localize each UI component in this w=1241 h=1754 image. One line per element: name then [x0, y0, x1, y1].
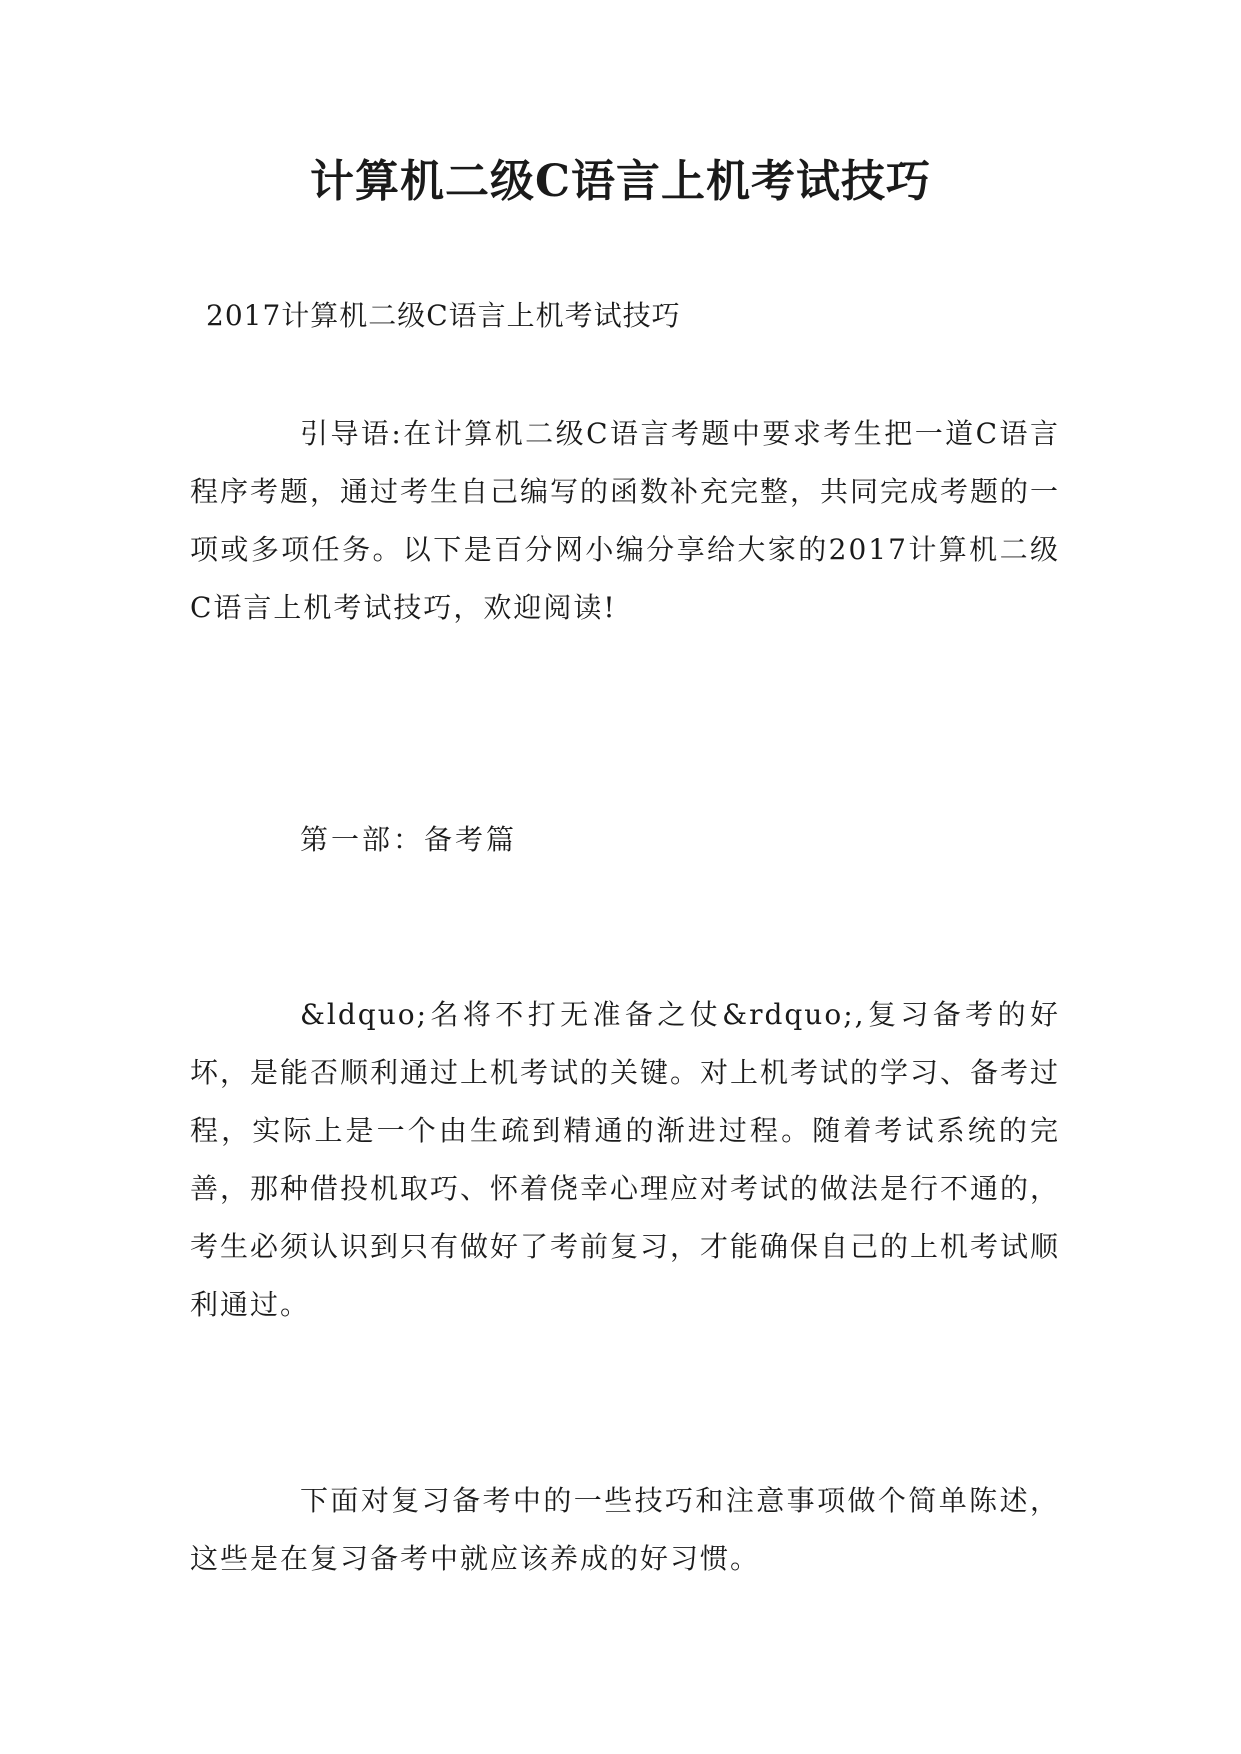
document-subtitle: 2017计算机二级C语言上机考试技巧 — [206, 299, 681, 332]
intro-paragraph: 引导语:在计算机二级C语言考题中要求考生把一道C语言程序考题，通过考生自己编写的函数补充完整，共同完成考题的一项或多项任务。以下是百分网小编分享给大家的2017计算机二级C语言上机考试技巧，欢迎阅读! — [190, 417, 1061, 624]
body-paragraph-1: &ldquo;名将不打无准备之仗&rdquo;,复习备考的好坏，是能否顺利通过上机考试的关键。对上机考试的学习、备考过程，实际上是一个由生疏到精通的渐进过程。随着考试系统的完善，那种借投机取巧、怀着侥幸心理应对考试的做法是行不通的，考生必须认识到只有做好了考前复习，才能确保自己的上机考试顺利通过。 — [190, 998, 1061, 1321]
section-heading: 第一部：备考篇 — [300, 823, 518, 856]
body-paragraph-2: 下面对复习备考中的一些技巧和注意事项做个简单陈述，这些是在复习备考中就应该养成的好习惯。 — [190, 1484, 1060, 1575]
document-title: 计算机二级C语言上机考试技巧 — [309, 156, 932, 207]
